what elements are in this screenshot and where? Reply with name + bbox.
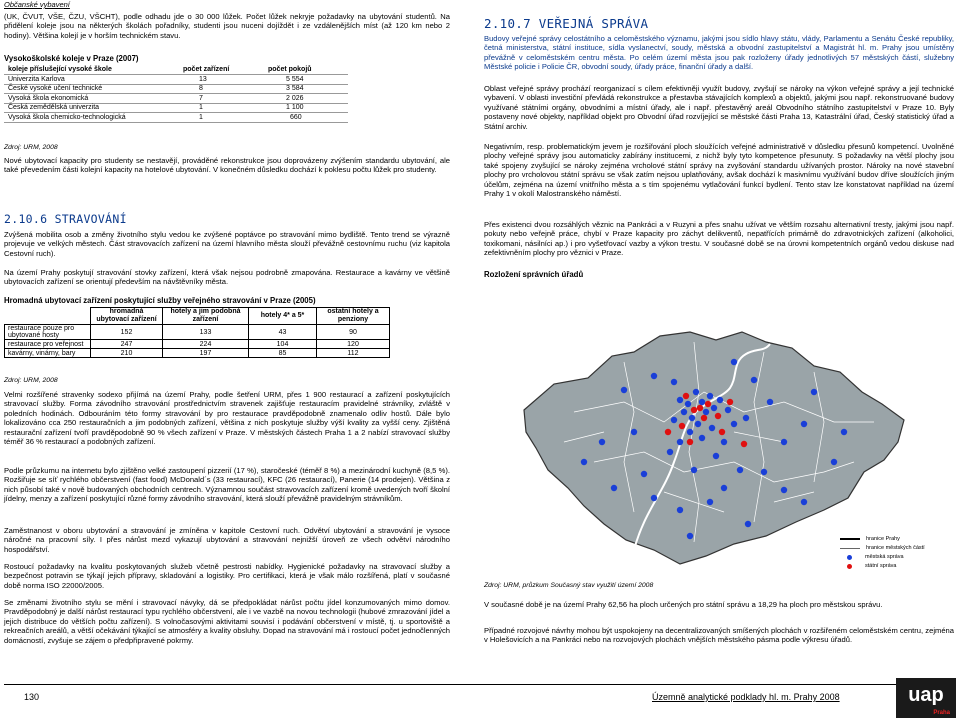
cell: České vysoké učení technické [4, 84, 179, 94]
heading-verejna-sprava: 2.10.7 VEŘEJNÁ SPRÁVA [484, 16, 649, 31]
cell: 7 [179, 94, 264, 104]
city-office-marker [685, 401, 691, 407]
state-office-marker [687, 439, 693, 445]
table2-header [5, 308, 390, 325]
state-office-marker [691, 407, 697, 413]
city-office-marker [681, 409, 687, 415]
state-office-marker [701, 415, 707, 421]
city-office-marker [721, 485, 727, 491]
footer-title: Územně analytické podklady hl. m. Prahy 2008 [652, 692, 840, 702]
city-office-marker [699, 435, 705, 441]
city-office-marker [725, 407, 731, 413]
logo-text: uap [908, 684, 944, 706]
cell: 13 [179, 75, 264, 85]
cell: 104 [249, 340, 317, 349]
legend-item [840, 554, 952, 560]
city-office-marker [651, 373, 657, 379]
cell: 1 [179, 113, 264, 123]
city-office-marker [581, 459, 587, 465]
city-office-marker [801, 421, 807, 427]
city-office-marker [707, 393, 713, 399]
state-office-marker [697, 405, 703, 411]
map-legend [840, 536, 952, 569]
table1-col-rooms: počet pokojů [264, 65, 348, 75]
state-office-dot-icon [847, 564, 852, 569]
paragraph-s1: Zvýšená mobilita osob a změny životního stylu vedou ke zvýšené poptávce po stravování mimo bydliště. Tento trend se výrazně projevuje ve velkých městech. Část stravovacích zařízení na území hlavního města slouží převážně cestovnímu ruchu (viz kapitola Cestovní ruch). [4, 230, 450, 258]
city-office-marker [693, 389, 699, 395]
paragraph-s2: Na území Prahy poskytují stravování stovky zařízení, která však nejsou podrobně zmapována. Restaurace a kavárny ve většině ubytovacích zařízení se orientují především na návštěvníky města. [4, 268, 450, 287]
city-office-marker [641, 471, 647, 477]
map-title: Rozložení správních úřadů [484, 270, 584, 279]
city-office-marker [677, 397, 683, 403]
cell: 43 [249, 325, 317, 340]
paragraph-s3: Velmi rozšířené stravenky sodexo přijímá na území Prahy, podle šetření URM, přes 1 900 restaurací a zařízení poskytujících stravovací služby. Forma závodního stravování prostřednictvím stravenek zajišťuje restauracím pravidelné strávníky, zvláště v poledních hodinách. Odbouráním této formy stravování by pro restaurace pravděpodobně znamenalo odliv hostů. Dále bylo lokalizováno cca 250 restauračních a jim podobných zařízení, většina z nich poskytuje služby výší kvality za vyšší ceny. Zjištěná restaurační zařízení tvoří pravděpodobně 90 % všech zařízení v Praze. V městských částech Praha 1 a 2 nabízí stravovací služby téměř 36 % restaurací a podobných zařízení. [4, 390, 450, 447]
page-number: 130 [24, 692, 40, 702]
table-row [4, 103, 348, 113]
city-office-marker [611, 485, 617, 491]
cell: 133 [163, 325, 249, 340]
table1 [4, 65, 348, 123]
cell: 5 554 [264, 75, 348, 85]
city-office-marker [667, 449, 673, 455]
city-office-marker [781, 487, 787, 493]
capacity-paragraph: Nové ubytovací kapacity pro studenty se nestavějí, prováděné rekonstrukce jsou doprovázeny zvýšením standardu ubytování, ale také převedením části kolejní kapacity na hotelové ubytování. V konečném důsledku dochází k poklesu počtu lůžek pro studenty. [4, 156, 450, 175]
city-office-marker [711, 405, 717, 411]
cell: Vysoká škola chemicko-technologická [4, 113, 179, 123]
cell: 2 026 [264, 94, 348, 104]
uap-logo [896, 678, 956, 718]
city-office-marker [689, 415, 695, 421]
state-office-marker [719, 429, 725, 435]
table1-source: Zdroj: URM, 2008 [4, 144, 58, 151]
cell: 197 [163, 349, 249, 358]
legend-label: hranice Prahy [866, 536, 900, 542]
table-row [4, 113, 348, 123]
table2-col-hotely: hotely a jim podobná zařízení [163, 308, 249, 325]
logo-sub: Praha [933, 710, 950, 716]
city-office-marker [621, 387, 627, 393]
city-office-marker [713, 453, 719, 459]
paragraph-s4: Podle průzkumu na internetu bylo zjištěno velké zastoupení pizzerií (17 %), staročeské (téměř 8 %) a mezinárodní kuchyně (8,5 %). Rozšiřuje se síť rychlého občerstvení (fast food) McDonald´s (33 restaurací), KFC (26 restaurací), Panerie (14 prodejen). Většina z nich působí také v nově budovaných obchodních centrech. Významnou součást stravovacích zařízení kromě uvedených tvoří školní jídelny, menzy a zařízení poskytující různé formy závodního stravování, která slouží převážně pravidelným strávníkům. [4, 466, 450, 504]
table-row [5, 325, 390, 340]
legend-item [840, 536, 952, 542]
cell: 660 [264, 113, 348, 123]
cell: Česká zemědělská univerzita [4, 103, 179, 113]
table2-col-hromadna: hromadná ubytovací zařízení [91, 308, 163, 325]
city-office-marker [695, 421, 701, 427]
prague-boundary [524, 332, 904, 564]
city-office-marker [721, 439, 727, 445]
city-office-marker [745, 521, 751, 527]
cell: 120 [317, 340, 390, 349]
city-office-marker [677, 439, 683, 445]
state-office-marker [715, 413, 721, 419]
city-office-marker [767, 399, 773, 405]
table-row [4, 84, 348, 94]
city-office-marker [687, 429, 693, 435]
city-office-marker [687, 533, 693, 539]
state-office-marker [683, 393, 689, 399]
city-office-marker [703, 409, 709, 415]
table2-col-ostatni: ostatní hotely a penziony [317, 308, 390, 325]
legend-label: hranice městských částí [866, 545, 925, 551]
state-office-marker [727, 399, 733, 405]
city-office-marker [651, 495, 657, 501]
city-office-marker [781, 439, 787, 445]
cell: 210 [91, 349, 163, 358]
cell: 8 [179, 84, 264, 94]
city-office-marker [737, 467, 743, 473]
table1-header [4, 65, 348, 75]
paragraph-r2: Oblast veřejné správy prochází reorganizací s cílem efektivněji využít budovy, zvyšují se nároky na výkon veřejné správy a její technické vybavení. V oblasti investiční převládá rekonstrukce a přestavba stávajících komplexů a objektů, jakými jsou např. rekonstruované budovy využívané státními orgány, obvodními a místní úřady, ale i např. přestavěný areál Obvodního státního zastupitelství v Praze 10. Byly postaveny nové objekty, například objekt pro Obvodní úřad rozvíjející se městské části Praha 13, Katastrální úřad, Český statistický úřad a Státní archiv. [484, 84, 954, 131]
city-office-marker [761, 469, 767, 475]
cell: 247 [91, 340, 163, 349]
table-row [5, 340, 390, 349]
table-row [4, 75, 348, 85]
state-office-marker [665, 429, 671, 435]
paragraph-s6: Rostoucí požadavky na kvalitu poskytovaných služeb včetně pestrosti nabídky. Hygienické požadavky na stravovací služby a bezpečnost potravin se týkají jejich přípravy, skladování a logistiky. Pro certifikaci, která je však málo rozšířená, platí v současné době norma ISO 22000/2005. [4, 562, 450, 590]
legend-item [840, 545, 952, 551]
city-office-marker [841, 429, 847, 435]
cell: Vysoká škola ekonomická [4, 94, 179, 104]
table2-source: Zdroj: URM, 2008 [4, 377, 58, 384]
city-office-marker [691, 467, 697, 473]
city-office-marker [599, 439, 605, 445]
table1-col-name: koleje příslušející vysoké škole [4, 65, 179, 75]
cell: kavárny, vinárny, bary [5, 349, 91, 358]
paragraph-r1: Budovy veřejné správy celostátního a celoměstského významu, jakými jsou sídlo hlavy státu, vlády, Parlamentu a Senátu České republiky, četná ministerstva, státní instituce, sídla vyslanectví, soudy, městská a obvodní zastupitelství a Magistrát hl. m. Prahy jsou umístěny převážně v celoměstském centru města. Po celém území města jsou pak rozloženy úřady jednotlivých 57 městských částí, služebny Městské policie i Policie ČR, obvodní soudy, úřady práce, finanční úřady a další. [484, 34, 954, 72]
cell: 3 584 [264, 84, 348, 94]
district-line-icon [840, 548, 860, 549]
header-section: Občanské vybavení [4, 0, 70, 9]
boundary-line-icon [840, 538, 860, 540]
cell: restaurace pouze pro ubytované hosty [5, 325, 91, 340]
cell: Univerzita Karlova [4, 75, 179, 85]
cell: 152 [91, 325, 163, 340]
legend-label: městská správa [865, 554, 904, 560]
city-office-marker [671, 417, 677, 423]
city-office-marker [677, 507, 683, 513]
cell: restaurace pro veřejnost [5, 340, 91, 349]
paragraph-r3: Negativním, resp. problematickým jevem je rozšiřování ploch sloužících veřejné administrativě v důsledku přesunů kompetencí. Uvolněné plochy veřejné správy jsou automaticky zabírány institucemi, z nichž byly tyto kompetence přesunuty. S požadavky na větší plochy jsou také spojeny zvyšující se nároky zejména vrcholové státní správy na zvyšování standardu užívaných prostor. Nároky na nové stavební plochy pro vrcholovou státní správu se však zatím nejsou uplatňovány, avšak dochází k masivnímu využívání budov dříve sloužících jiným účelům, zejména na území vnitřního města a s tím spojenému vytlačování funkcí bydlení. Tento stav lze konstatovat například na území Prahy 1 v okolí Malostranského náměstí. [484, 142, 954, 199]
city-office-marker [731, 359, 737, 365]
state-office-marker [679, 423, 685, 429]
city-office-marker [731, 421, 737, 427]
city-office-marker [811, 389, 817, 395]
city-office-marker [751, 377, 757, 383]
heading-stravovani: 2.10.6 STRAVOVÁNÍ [4, 212, 127, 226]
map-source: Zdroj: URM, průzkum Současný stav využití území 2008 [484, 582, 654, 589]
table2-col-blank [5, 308, 91, 325]
table2 [4, 307, 390, 358]
city-office-marker [743, 415, 749, 421]
cell: 1 [179, 103, 264, 113]
cell: 85 [249, 349, 317, 358]
table1-col-count: počet zařízení [179, 65, 264, 75]
city-office-marker [831, 459, 837, 465]
paragraph-r5: V současné době je na území Prahy 62,56 ha ploch určených pro státní správu a 18,29 ha ploch pro městskou správu. [484, 600, 883, 609]
cell: 90 [317, 325, 390, 340]
city-office-marker [699, 399, 705, 405]
footer-rule [4, 684, 956, 685]
cell: 112 [317, 349, 390, 358]
table2-col-hotely45: hotely 4* a 5* [249, 308, 317, 325]
legend-label: státní správa [865, 563, 897, 569]
intro-paragraph: (UK, ČVUT, VŠE, ČZU, VŠCHT), podle odhadu jde o 30 000 lůžek. Počet lůžek nekryje požadavky na ubytování studentů. Na přidělení koleje jsou na některých školách pořadníky, studenti jsou nuceni dojíždět i ze vzdálenějších míst (až 120 km nebo 2 hodiny). Většina kolejí je v horším technickém stavu. [4, 12, 450, 40]
paragraph-r4: Přes existenci dvou rozsáhlých věznic na Pankráci a v Ruzyni a přes snahu užívat ve větším rozsahu alternativní tresty, jakými jsou např. pokuty nebo veřejně práce, chybí v Praze kapacity pro záchyt delikventů, nepatřících primárně do zdravotnických zařízení (alkoholici, toxikomani, násilníci ap.) i pro vyšetřovací vazby a výkon trestu. V současné době se na úrovni kompetentních orgánů vedou diskuse nad zefektivněním plochy pro věznici v Praze. [484, 220, 954, 258]
cell: 224 [163, 340, 249, 349]
city-office-marker [801, 499, 807, 505]
paragraph-r6: Případné rozvojové návrhy mohou být uspokojeny na decentralizovaných smíšených plochách v rozšiřeném celoměstském centru, zejména v Holešovicích a na Pankráci nebo na rozvojových plochách vnějších městského pásma podle výkresu úřadů. [484, 626, 954, 645]
table-row [4, 94, 348, 104]
city-office-marker [671, 379, 677, 385]
state-office-marker [705, 401, 711, 407]
table2-title: Hromadná ubytovací zařízení poskytující služby veřejného stravování v Praze (2005) [4, 296, 316, 305]
legend-item [840, 563, 952, 569]
cell: 1 100 [264, 103, 348, 113]
city-office-dot-icon [847, 555, 852, 560]
state-office-marker [741, 441, 747, 447]
city-office-marker [631, 429, 637, 435]
city-office-marker [709, 425, 715, 431]
paragraph-s7: Se změnami životního stylu se mění i stravovací návyky, dá se předpokládat nárůst počtu jídel konzumovaných mimo domov. Pravděpodobný je další nárůst restaurací typu rychlého občerstvení, ale i ve vazbě na novou technologii (hubové zmrazování jídel a jejich distribuce do větších počtu zařízení). S volnočasovými aktivitami souvisí i podávání občerstvení v místě, tj. u sportoviště a rekreačních areálů, a větší očekávání týkající se atmosféry a kvality obsluhy. Dopad na stravování má i rostoucí počet jednočlenných domácností, zvyšuje se zájem o předpřipravené pokrmy. [4, 598, 451, 645]
city-office-marker [707, 499, 713, 505]
table-row [5, 349, 390, 358]
city-office-marker [717, 397, 723, 403]
paragraph-s5: Zaměstnanost v oboru ubytování a stravování je zmíněna v kapitole Cestovní ruch. Odvětví ubytování a stravování je vysoce náročné na pracovní síly. I přes nárůst mezd vykazují ubytování a stravování nejnižší úroveň ze všech odvětví národního hospodářství. [4, 526, 450, 554]
table1-title: Vysokoškolské koleje v Praze (2007) [4, 54, 139, 63]
